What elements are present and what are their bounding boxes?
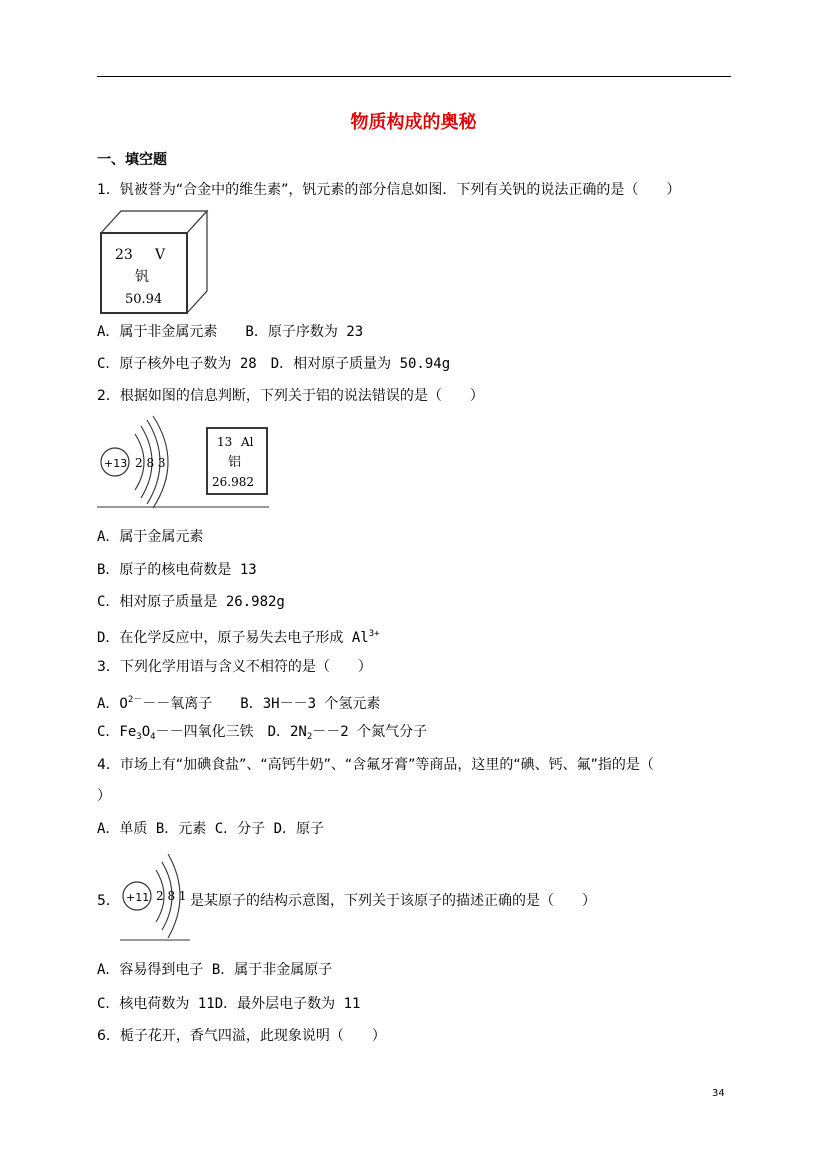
page-title: 物质构成的奥秘	[350, 112, 477, 133]
sodium-nucleus-label: +11	[126, 891, 150, 904]
header-rule	[97, 76, 731, 77]
question-1-options-ab: A．属于非金属元素 B．原子序数为 23	[97, 324, 364, 340]
section-heading: 一、填空题	[97, 152, 167, 168]
page-number: 34	[712, 1088, 725, 1099]
question-4-stem: 4．市场上有“加碘食盐”、“高钙牛奶”、“含氟牙膏”等商品，这里的“碘、钙、氟”指的是（	[97, 757, 654, 773]
question-3-options-cd: C．$Fe_3O_4--$四氧化三铁 D．$2N_2--2$ 个氮气分子	[97, 724, 428, 742]
question-2-option-c: C．相对原子质量是 26.982g	[97, 594, 285, 610]
aluminum-symbol: Al	[241, 435, 254, 449]
vanadium-atomic-number: 23	[115, 247, 133, 263]
aluminum-figure	[97, 414, 272, 510]
question-3-options-ab: A．$O^{2-}--$氧离子 B．3H－－3 个氢元素	[97, 695, 381, 712]
question-1-options-cd: C．原子核外电子数为 28 D．相对原子质量为 50.94g	[97, 356, 451, 372]
question-2-option-b: B．原子的核电荷数是 13	[97, 562, 257, 578]
sodium-shells-label: 2 8 1	[156, 889, 187, 903]
question-5-number: 5．	[97, 893, 120, 909]
question-5-options-ab: A．容易得到电子 B．属于非金属原子	[97, 962, 333, 978]
question-5-options-cd: C．核电荷数为 11D．最外层电子数为 11	[97, 996, 361, 1012]
aluminum-atomic-number: 13	[217, 435, 233, 449]
aluminum-mass: 26.982	[212, 475, 254, 489]
vanadium-mass: 50.94	[125, 292, 163, 307]
aluminum-shells-label: 2 8 3	[135, 456, 166, 470]
vanadium-name: 钒	[135, 269, 149, 285]
vanadium-element-tile	[97, 207, 213, 315]
question-4-stem-continued: ）	[97, 788, 111, 804]
aluminum-nucleus-label: +13	[104, 457, 128, 470]
question-2-option-d: D．在化学反应中，原子易失去电子形成 $Al^{3+}$	[97, 629, 380, 646]
question-3-stem: 3．下列化学用语与含义不相符的是（ ）	[97, 659, 372, 675]
sodium-atom-diagram	[118, 846, 194, 942]
question-6-stem: 6．栀子花开，香气四溢，此现象说明（ ）	[97, 1028, 386, 1044]
question-5-stem: 是某原子的结构示意图，下列关于该原子的描述正确的是（ ）	[190, 893, 596, 909]
vanadium-symbol: V	[155, 247, 166, 263]
question-2-stem: 2．根据如图的信息判断，下列关于铝的说法错误的是（ ）	[97, 388, 484, 404]
question-1-stem: 1．钒被誉为“合金中的维生素”，钒元素的部分信息如图．下列有关钒的说法正确的是（ ）	[97, 182, 681, 198]
question-4-options: A．单质 B．元素 C．分子 D．原子	[97, 821, 325, 837]
question-2-option-a: A．属于金属元素	[97, 529, 204, 545]
aluminum-name: 铝	[228, 455, 242, 470]
